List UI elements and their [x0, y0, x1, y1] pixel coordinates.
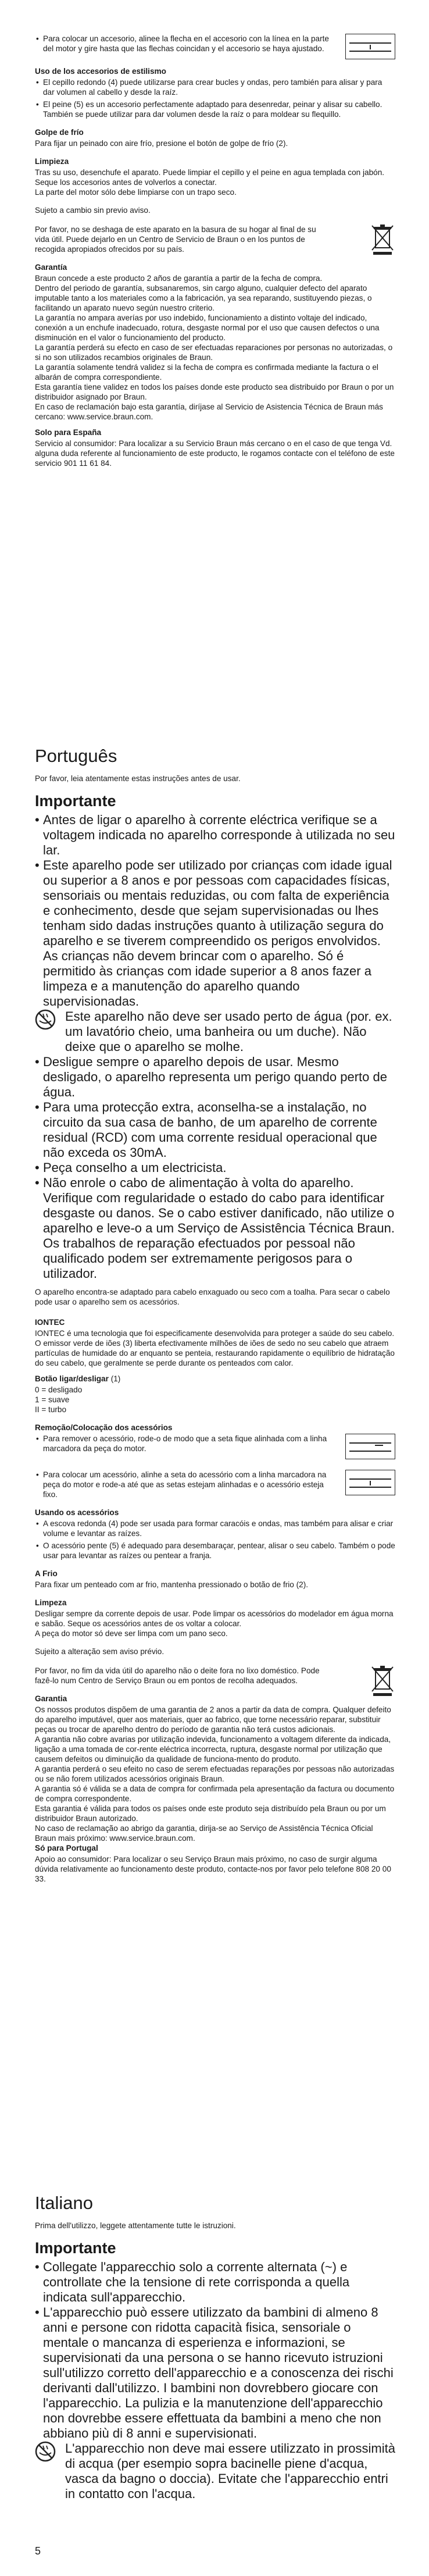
- pt-imp-bullet-5: • Para uma protecção extra, aconselha-se a instalação, no circuito da sua casa de banho, de um aparelho de corrente residual (RCD) com uma corrente residual operacional que não exceda os 30mA.: [35, 1100, 395, 1160]
- pt-environment-text: Por favor, no fim da vida útil do aparelho não o deite fora no lixo doméstico. Pode fazê-lo num Centro de Serviço Braun ou em pontos de recolha adequados.: [35, 1666, 320, 1685]
- es-uso-bullet-1: • El cepillo redondo (4) puede utilizarse para crear bucles y ondas, pero también para alisar y para dar volumen al cabello y desde la raíz.: [35, 77, 395, 97]
- page-number: 5: [35, 2545, 41, 2557]
- es-uso-bullet-2: • El peine (5) es un accesorio perfectamente adaptado para desenredar, peinar y alisar su cabello. También se puede utilizar para dar volumen desde la raíz o para moldear su flequillo.: [35, 99, 395, 119]
- it-important-heading: Importante: [35, 2239, 116, 2257]
- pt-frio-heading: A Frio: [35, 1569, 58, 1578]
- es-environment-text: Por favor, no se deshaga de este aparato en la basura de su hogar al final de su vida útil. Puede dejarlo en un Centro de Servicio de Braun o en los puntos de recogida apropiados ofrecidos por su país.: [35, 225, 316, 254]
- pt-usando-bullet-1: • A escova redonda (4) pode ser usada para formar caracóis e ondas, mas também para alisar e criar volume e levantar as raízes.: [35, 1519, 395, 1538]
- pt-botao-heading: Botão ligar/desligar: [35, 1374, 109, 1383]
- attachment-arrow-icon: [345, 34, 395, 59]
- pt-limpeza-text: Desligar sempre da corrente depois de usar. Pode limpar os acessórios do modelador em água morna e sabão. Seque os acessórios antes de os voltar a colocar. A peça do motor só deve ser limpa com um pano seco.: [35, 1609, 394, 1638]
- pt-imp-bullet-7: • Não enrole o cabo de alimentação à volta do aparelho. Verifique com regularidade o estado do cabo para identificar desgaste ou danos. Se o cabo estiver danificado, não utilize o aparelho e leve-o a um Serviço de Assistência Técnica Braun. Os trabalhos de reparação efectuados por pessoal não qualificado podem ser extremamente perigosos para o utilizador.: [35, 1175, 395, 1281]
- attachment-attach-arrow-icon: [345, 1470, 395, 1495]
- es-limpieza-text: Tras su uso, desenchufe el aparato. Puede limpiar el cepillo y el peine en agua templada con jabón. Seque los accesorios antes de volverlos a conectar. La parte del motor sólo debe limpiarse con un trapo seco.: [35, 168, 385, 197]
- crossed-out-bin-icon: [370, 222, 395, 256]
- pt-remocao-heading: Remoção/Colocação dos acessórios: [35, 1423, 173, 1432]
- pt-imp-bullet-4: • Desligue sempre o aparelho depois de usar. Mesmo desligado, o aparelho representa um perigo quando perto de água.: [35, 1054, 395, 1100]
- pt-sujeito: Sujeito a alteração sem aviso prévio.: [35, 1647, 165, 1656]
- pt-usando-bullet-2: • O acessório pente (5) é adequado para desembaraçar, pentear, alisar o seu cabelo. Também o pode usar para levantar as raízes ou pentear a franja.: [35, 1541, 395, 1560]
- pt-botao-0: 0 = desligado: [35, 1385, 83, 1394]
- pt-so-heading: Só para Portugal: [35, 1844, 98, 1852]
- it-imp-bullet-3: L'apparecchio non deve mai essere utilizzato in prossimità di acqua (per esempio sopra bacinelle piene d'acqua, vasca da bagno o doccia). Evitate che l'apparecchio entri in contatto con l'acqua.: [65, 2441, 395, 2501]
- pt-so-text: Apoio ao consumidor: Para localizar o seu Serviço Braun mais próximo, no caso de surgir alguma dúvida relativamente ao funcionamento deste produto, contacte-nos por favor pelo telefone 808 20 00 33.: [35, 1855, 391, 1883]
- es-garantia-text: Braun concede a este producto 2 años de garantía a partir de la fecha de compra. Dentro del periodo de garantía, subsanaremos, sin cargo alguno, cualquier defecto del aparato imputable tanto a los materiales como a la fabricación, ya sea reparando, sustituyendo piezas, o facilitando un aparato nuevo según nuestro criterio. La garantía no ampara averías por uso indebido, funcionamiento a distinto voltaje del indicado, conexión a un enchufe inadecuado, rotura, desgaste normal por el uso que causen defectos o una disminución en el valor o funcionamiento del producto. La garantía perderá su efecto en caso de ser efectuadas reparaciones por personas no autorizadas, o si no son utilizados recambios originales de Braun. La garantía solamente tendrá validez si la fecha de compra es confirmada mediante la factura o el albarán de compra correspondiente. Esta garantía tiene validez en todos los países donde este producto sea distribuido por Braun o por un distribuidor asignado por Braun. En caso de reclamación bajo esta garantía, diríjase al Servicio de Asistencia Técnica de Braun más cercano: www.service.braun.com.: [35, 274, 394, 421]
- es-attach-bullet: • Para colocar un accesorio, alinee la flecha en el accesorio con la línea en la parte del motor y gire hasta que las flechas coincidan y el accesorio se haya ajustado.: [35, 34, 331, 54]
- pt-intro: Por favor, leia atentamente estas instruções antes de usar.: [35, 774, 241, 783]
- crossed-out-bin-icon-pt: [370, 1663, 395, 1697]
- es-solo-text: Servicio al consumidor: Para localizar a su Servicio Braun más cercano o en el caso de que tenga Vd. alguna duda referente al funcionamiento de este producto, le rogamos contacte con el teléfono de este servicio 901 11 61 84.: [35, 439, 395, 468]
- no-water-near-sink-icon-it: [35, 2441, 56, 2462]
- es-solo-heading: Solo para España: [35, 428, 102, 437]
- es-limpieza-heading: Limpieza: [35, 157, 69, 166]
- es-section: [35, 34, 395, 474]
- es-golpe-heading: Golpe de frío: [35, 128, 84, 137]
- attachment-remove-arrow-icon: [345, 1434, 395, 1459]
- es-golpe-text: Para fijar un peinado con aire frío, presione el botón de golpe de frío (2).: [35, 139, 288, 148]
- pt-section: [35, 746, 395, 1890]
- es-sujeto: Sujeto a cambio sin previo aviso.: [35, 206, 151, 215]
- pt-garantia-text: Os nossos produtos dispõem de uma garantia de 2 anos a partir da data de compra. Qualquer defeito do aparelho imputável, quer aos materiais, quer ao fabrico, que torne necessário reparar, substituir peças ou trocar de aparelho dentro do período de garantia não terá custos adicionais. A garantia não cobre avarias por utilização indevida, funcionamento a voltagem diferente da indicada, ligação a uma tomada de cor-rente eléctrica incorrecta, ruptura, desgaste normal por utilização que causem defeitos ou diminuição da qualidade de funciona-mento do produto. A garantia perderá o seu efeito no caso de serem efectuadas reparações por pessoas não autorizadas ou se não forem utilizados acessórios originais Braun. A garantia só é válida se a data de compra for confirmada pela apresentação da factura ou documento de compra correspondente. Esta garantia é válida para todos os países onde este produto seja distribuído pela Braun ou por um distribuidor Braun autorizado. No caso de reclamação ao abrigo da garantia, dirija-se ao Serviço de Assistência Técnica Oficial Braun mais próximo: www.service.braun.com.: [35, 1705, 395, 1843]
- pt-frio-text: Para fixar um penteado com ar frio, mantenha pressionado o botão de frio (2).: [35, 1580, 308, 1589]
- it-imp-bullet-2: • L'apparecchio può essere utilizzato da bambini di almeno 8 anni e persone con ridotta capacità fisica, sensoriale o mentale o mancanza di esperienza e informazioni, se supervisionati da una persona o se hanno ricevuto istruzioni sull'utilizzo corretto dell'apparecchio e a conoscenza dei rischi derivanti dall'utilizzo. I bambini non dovrebbero giocare con l'apparecchio. La pulizia e la manutenzione dell'apparecchio non dovrebbe essere effettuata da bambini a meno che non abbiano più di 8 anni e supervisionati.: [35, 2305, 395, 2441]
- es-uso-heading: Uso de los accesorios de estilismo: [35, 67, 166, 76]
- pt-iontec-text: IONTEC é uma tecnologia que foi especificamente desenvolvida para proteger a saúde do seu cabelo. O emissor verde de iões (3) liberta efectivamente milhões de iões de sedo no seu cabelo que atraem partículas de humidade do ar enquanto se penteia, restaurando rapidamente o equilíbrio de hidratação do seu cabelo, que geralmente se perde durante os penteados com calor.: [35, 1329, 395, 1367]
- pt-title: Português: [35, 746, 117, 766]
- pt-overheat-text: O aparelho encontra-se adaptado para cabelo enxaguado ou seco com a toalha. Para secar o cabelo pode usar o aparelho sem os acessórios.: [35, 1288, 390, 1306]
- it-intro: Prima dell'utilizzo, leggete attentamente tutte le istruzioni.: [35, 2221, 236, 2230]
- it-imp-bullet-1: • Collegate l'apparecchio solo a corrente alternata (~) e controllate che la tensione di rete corrisponda a quella indicata sull'apparecchio.: [35, 2260, 395, 2305]
- it-section: [35, 2193, 395, 2502]
- pt-limpeza-heading: Limpeza: [35, 1598, 67, 1607]
- pt-botao-2: II = turbo: [35, 1405, 67, 1414]
- pt-iontec-heading: IONTEC: [35, 1318, 65, 1327]
- pt-garantia-heading: Garantia: [35, 1694, 67, 1703]
- es-garantia-heading: Garantía: [35, 263, 67, 272]
- pt-important-heading: Importante: [35, 792, 116, 810]
- pt-remocao-bullet-1: • Para remover o acessório, rode-o de modo que a seta fique alinhada com a linha marcadora da peça do motor.: [35, 1434, 331, 1453]
- pt-usando-heading: Usando os acessórios: [35, 1508, 119, 1517]
- pt-imp-bullet-3: Este aparelho não deve ser usado perto de água (por. ex. um lavatório cheio, uma banheira ou um duche). Não deixe que o aparelho se molhe.: [65, 1009, 392, 1054]
- it-water-warning: [35, 2441, 395, 2502]
- no-water-near-sink-icon: [35, 1009, 56, 1030]
- pt-imp-bullet-2: • Este aparelho pode ser utilizado por crianças com idade igual ou superior a 8 anos e por pessoas com capacidades físicas, sensoriais ou mentais reduzidas, ou com falta de experiência e conhecimento, desde que sejam supervisionadas ou lhes tenham sido dadas instruções quanto à utilização segura do aparelho e se tiverem compreendido os perigos envolvidos. As crianças não devem brincar com o aparelho. Só é permitido às crianças com idade superior a 8 anos fazer a limpeza e a manutenção do aparelho quando supervisionadas.: [35, 858, 395, 1009]
- pt-imp-bullet-6: • Peça conselho a um electricista.: [35, 1160, 395, 1175]
- pt-botao-ref: (1): [110, 1374, 121, 1383]
- pt-remocao-bullet-2: • Para colocar um acessório, alinhe a seta do acessório com a linha marcadora na peça do motor e rode-a até que as setas estejam alinhadas e o acessório esteja fixo.: [35, 1470, 331, 1499]
- pt-imp-bullet-1: • Antes de ligar o aparelho à corrente eléctrica verifique se a voltagem indicada no aparelho corresponde à utilizada no seu lar.: [35, 813, 395, 858]
- pt-botao-1: 1 = suave: [35, 1395, 70, 1404]
- it-title: Italiano: [35, 2193, 93, 2213]
- pt-water-warning: [35, 1009, 395, 1054]
